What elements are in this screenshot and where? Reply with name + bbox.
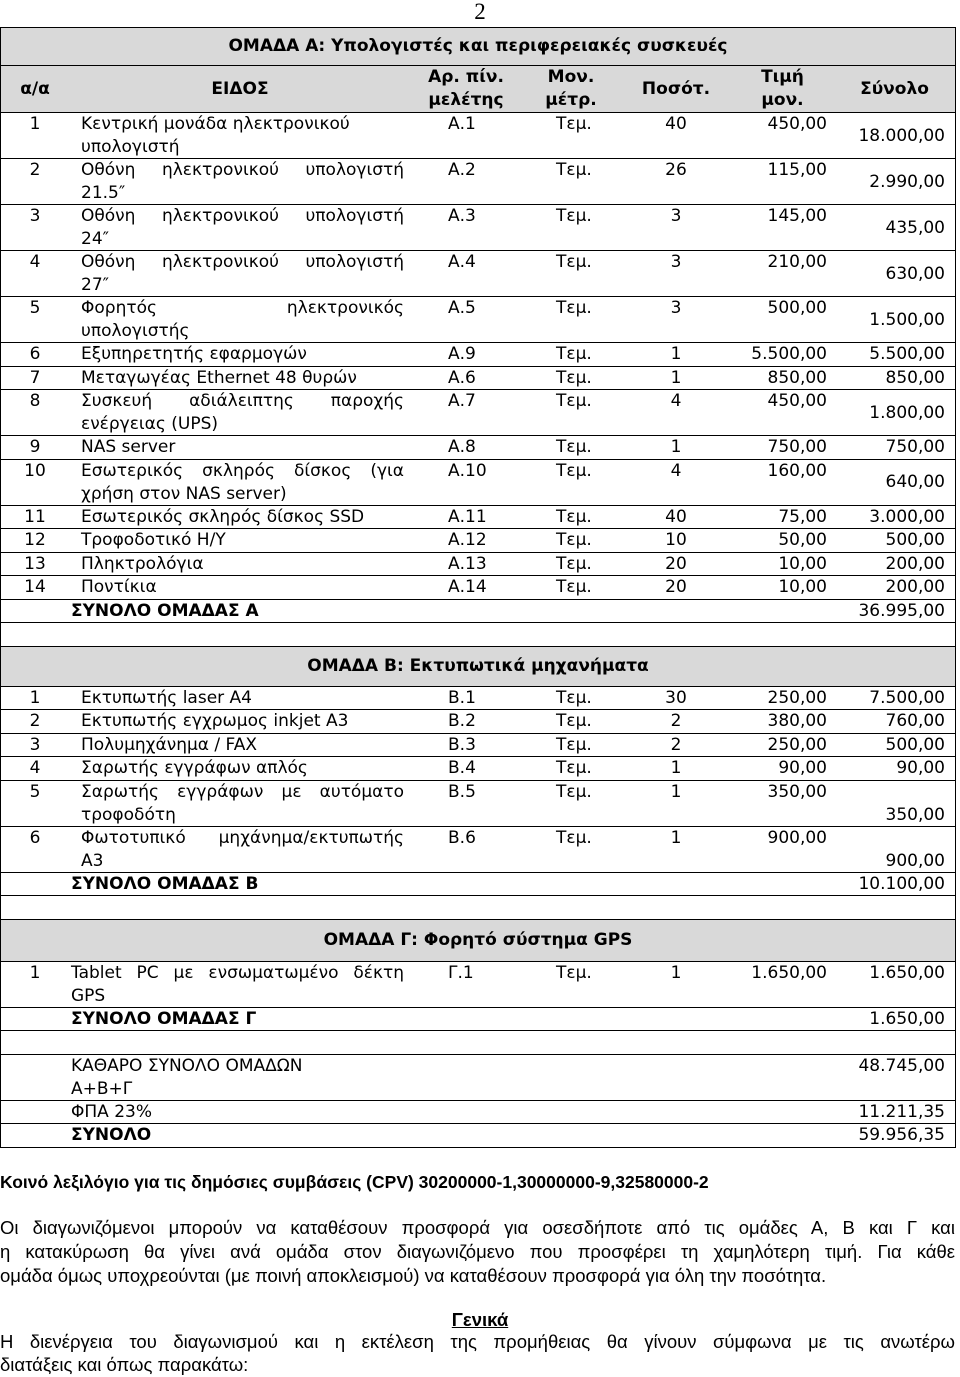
text-line: Σαρωτής εγγράφων απλός — [81, 758, 308, 778]
unit-price: 350,00 — [767, 781, 827, 802]
study-table-ref: Α.6 — [448, 367, 476, 388]
text-line: τροφοδότη — [81, 804, 176, 825]
item-number: 11 — [24, 506, 46, 527]
column-header-row — [1, 66, 955, 113]
group-title-row — [1, 28, 955, 66]
item-number: 8 — [29, 391, 41, 411]
text-line: Οθόνη ηλεκτρονικού υπολογιστή — [81, 206, 404, 226]
text-line: χρήση στον NAS server) — [81, 483, 287, 504]
item-description — [69, 460, 411, 506]
empty-cell — [411, 873, 521, 896]
unit-price: 115,00 — [767, 160, 827, 180]
item-description — [69, 734, 411, 757]
text-line: ΣΥΝΟΛΟ — [71, 1125, 152, 1145]
unit-of-measure: Τεμ. — [556, 827, 592, 848]
study-table-ref: Α.1 — [448, 114, 476, 134]
item-number: 13 — [24, 553, 46, 574]
table-row — [1, 962, 955, 1008]
item-number: 14 — [24, 577, 46, 597]
unit-of-measure: Τεμ. — [556, 687, 592, 708]
text-line: 21.5″ — [81, 183, 126, 203]
group-title: ΟΜΑΔΑ Α: Υπολογιστές και περιφερειακές συσκευές — [228, 36, 728, 56]
text-line: Κεντρική μονάδα ηλεκτρονικού — [81, 114, 350, 134]
empty-cell — [621, 1008, 731, 1031]
item-description — [69, 205, 411, 251]
line-total: 3.000,00 — [869, 506, 945, 527]
group-total-value: 1.650,00 — [869, 1008, 945, 1029]
unit-of-measure: Τεμ. — [556, 734, 592, 755]
unit-price: 380,00 — [767, 711, 827, 731]
study-table-ref: Α.7 — [448, 391, 476, 411]
unit-price: 1.650,00 — [751, 962, 827, 983]
empty-cell — [1, 600, 69, 623]
item-number: 12 — [24, 530, 46, 550]
unit-price: 450,00 — [767, 114, 827, 134]
group-title-row — [1, 920, 955, 962]
unit-price: 145,00 — [767, 206, 827, 226]
empty-cell — [731, 1055, 834, 1101]
text-line: Εσωτερικός σκληρός δίσκος SSD — [81, 506, 365, 527]
text-line: Σαρωτής εγγράφων με αυτόματο — [81, 781, 404, 802]
table-row — [1, 436, 955, 460]
line-total: 90,00 — [896, 758, 945, 778]
study-table-ref: Α.13 — [448, 553, 487, 574]
study-table-ref: Α.10 — [448, 460, 487, 481]
empty-cell — [411, 1055, 521, 1101]
line-total: 200,00 — [885, 553, 945, 574]
section-heading-general: Γενικά — [451, 1309, 509, 1330]
text-line: Η διενέργεια του διαγωνισμού και η εκτέλεση της προμήθειας θα γίνουν σύμφωνα με τις ανωτέρω — [0, 1331, 955, 1352]
line-total: 850,00 — [885, 367, 945, 388]
text-line: A3 — [81, 850, 104, 871]
item-description — [69, 113, 411, 159]
unit-of-measure: Τεμ. — [556, 367, 592, 388]
table-row — [1, 553, 955, 577]
empty-cell — [521, 1055, 621, 1101]
text-line: ΦΠΑ 23% — [71, 1101, 152, 1122]
item-description — [69, 390, 411, 436]
item-description — [69, 343, 411, 366]
study-table-ref: Α.9 — [448, 344, 476, 364]
item-description — [69, 781, 411, 827]
quantity: 1 — [670, 827, 682, 848]
unit-price: 250,00 — [767, 734, 827, 755]
line-total: 1.500,00 — [869, 309, 945, 330]
unit-price: 450,00 — [767, 391, 827, 411]
unit-of-measure: Τεμ. — [556, 160, 592, 180]
spacer-row — [1, 1031, 955, 1055]
line-total: 350,00 — [885, 804, 945, 825]
study-table-ref: Α.2 — [448, 160, 476, 180]
item-description — [69, 553, 411, 576]
item-description — [69, 297, 411, 343]
quantity: 20 — [665, 577, 687, 597]
text-line: Εκτυπωτής laser A4 — [81, 687, 252, 708]
unit-of-measure: Τεμ. — [556, 530, 592, 550]
quantity: 26 — [665, 160, 687, 180]
table-row — [1, 827, 955, 873]
unit-price: 50,00 — [778, 530, 827, 550]
summary-label — [69, 1124, 411, 1147]
quantity: 40 — [665, 114, 687, 134]
header-aa: α/α — [20, 78, 50, 99]
empty-cell — [411, 1101, 521, 1124]
unit-of-measure: Τεμ. — [556, 206, 592, 226]
quantity: 4 — [670, 391, 682, 411]
unit-price: 850,00 — [767, 367, 827, 388]
spacer-row — [1, 623, 955, 647]
unit-of-measure: Τεμ. — [556, 437, 592, 457]
table-row — [1, 343, 955, 367]
group-total-label: ΣΥΝΟΛΟ ΟΜΑΔΑΣ Α — [71, 600, 259, 621]
header-unit — [521, 66, 621, 112]
table-row — [1, 159, 955, 205]
quantity: 20 — [665, 553, 687, 574]
empty-cell — [1, 1124, 69, 1147]
unit-of-measure: Τεμ. — [556, 711, 592, 731]
table-row — [1, 506, 955, 530]
table-row — [1, 687, 955, 711]
text-line: μέτρ. — [545, 90, 597, 110]
procurement-table — [0, 27, 956, 1148]
unit-price: 10,00 — [778, 577, 827, 597]
study-table-ref: Β.4 — [448, 758, 476, 778]
empty-cell — [411, 1008, 521, 1031]
summary-value: 11.211,35 — [858, 1101, 945, 1122]
summary-label — [69, 1101, 411, 1124]
text-line: Μεταγωγέας Ethernet 48 θυρών — [81, 367, 357, 388]
text-line: Τροφοδοτικό Η/Υ — [81, 530, 226, 550]
group-title: ΟΜΑΔΑ Β: Εκτυπωτικά μηχανήματα — [307, 655, 649, 676]
unit-of-measure: Τεμ. — [556, 344, 592, 364]
item-description — [69, 687, 411, 710]
quantity: 1 — [670, 758, 682, 778]
table-row — [1, 781, 955, 827]
text-line: Οι διαγωνιζόμενοι μπορούν να καταθέσουν προσφορά για οσεσδήποτε από τις ομάδες Α, Β και Γ και — [0, 1217, 955, 1238]
unit-of-measure: Τεμ. — [556, 962, 592, 983]
quantity: 1 — [670, 781, 682, 802]
quantity: 2 — [670, 711, 682, 731]
empty-cell — [1, 1008, 69, 1031]
text-line: Α+Β+Γ — [71, 1078, 133, 1099]
table-row — [1, 113, 955, 159]
line-total: 2.990,00 — [869, 171, 945, 192]
unit-price: 75,00 — [778, 506, 827, 527]
table-row — [1, 460, 955, 506]
text-line: Εκτυπωτής εγχρωμος inkjet A3 — [81, 711, 349, 731]
text-line: 27″ — [81, 275, 109, 295]
unit-of-measure: Τεμ. — [556, 114, 592, 134]
text-line: Μον. — [547, 67, 595, 87]
unit-price: 10,00 — [778, 553, 827, 574]
table-row — [1, 297, 955, 343]
table-row — [1, 757, 955, 781]
unit-price: 750,00 — [767, 437, 827, 457]
table-row — [1, 367, 955, 391]
summary-value: 48.745,00 — [858, 1055, 945, 1076]
line-total: 640,00 — [885, 472, 945, 492]
study-table-ref: Α.5 — [448, 298, 476, 318]
empty-cell — [411, 1124, 521, 1147]
bidding-paragraph — [0, 1216, 955, 1288]
empty-cell — [621, 1055, 731, 1101]
table-row — [1, 529, 955, 553]
quantity: 3 — [670, 206, 682, 226]
item-description — [69, 757, 411, 780]
line-total: 5.500,00 — [869, 344, 945, 364]
quantity: 40 — [665, 506, 687, 527]
empty-cell — [621, 1101, 731, 1124]
group-total-value: 36.995,00 — [858, 600, 945, 621]
unit-of-measure: Τεμ. — [556, 781, 592, 802]
text-line: Πολυμηχάνημα / FAX — [81, 734, 258, 755]
empty-cell — [621, 873, 731, 896]
item-number: 2 — [29, 711, 41, 731]
table-row — [1, 734, 955, 758]
unit-of-measure: Τεμ. — [556, 391, 592, 411]
empty-cell — [521, 1101, 621, 1124]
line-total: 200,00 — [885, 577, 945, 597]
table-row — [1, 251, 955, 297]
empty-cell — [521, 1008, 621, 1031]
group-title: ΟΜΑΔΑ Γ: Φορητό σύστημα GPS — [323, 929, 633, 950]
empty-cell — [521, 873, 621, 896]
quantity: 2 — [670, 734, 682, 755]
text-line: 24″ — [81, 229, 109, 249]
line-total: 7.500,00 — [869, 687, 945, 708]
study-table-ref: Α.11 — [448, 506, 487, 527]
unit-of-measure: Τεμ. — [556, 298, 592, 318]
item-number: 1 — [29, 962, 41, 983]
group-total-row — [1, 600, 955, 624]
summary-label — [69, 1055, 411, 1101]
line-total: 1.650,00 — [869, 962, 945, 983]
general-paragraph — [0, 1330, 955, 1376]
unit-of-measure: Τεμ. — [556, 577, 592, 597]
text-line: μον. — [761, 90, 804, 110]
quantity: 1 — [670, 367, 682, 388]
study-table-ref: Α.12 — [448, 530, 487, 550]
line-total: 500,00 — [885, 530, 945, 550]
item-number: 5 — [29, 298, 41, 318]
header-total: Σύνολο — [860, 78, 929, 99]
study-table-ref: Β.6 — [448, 827, 476, 848]
unit-of-measure: Τεμ. — [556, 506, 592, 527]
item-number: 7 — [29, 367, 41, 388]
text-line: Τιμή — [761, 67, 804, 87]
study-table-ref: Α.14 — [448, 577, 487, 597]
cpv-codes: Κοινό λεξιλόγιο για τις δημόσιες συμβάσεις (CPV) 30200000-1,30000000-9,32580000-2 — [0, 1172, 709, 1192]
summary-row — [1, 1055, 955, 1101]
empty-cell — [1, 873, 69, 896]
item-number: 5 — [29, 781, 41, 802]
unit-of-measure: Τεμ. — [556, 553, 592, 574]
study-table-ref: Β.5 — [448, 781, 476, 802]
header-item: ΕΙΔΟΣ — [211, 78, 269, 99]
summary-value: 59.956,35 — [858, 1125, 945, 1145]
item-number: 4 — [29, 758, 41, 778]
quantity: 3 — [670, 298, 682, 318]
text-line: Ποντίκια — [81, 577, 157, 597]
quantity: 30 — [665, 687, 687, 708]
line-total: 435,00 — [885, 217, 945, 238]
line-total: 1.800,00 — [869, 402, 945, 423]
unit-price: 250,00 — [767, 687, 827, 708]
table-row — [1, 390, 955, 436]
empty-cell — [731, 600, 834, 623]
study-table-ref: Α.3 — [448, 206, 476, 226]
item-description — [69, 710, 411, 733]
table-row — [1, 576, 955, 600]
text-line: Πληκτρολόγια — [81, 553, 204, 574]
empty-cell — [731, 873, 834, 896]
group-total-label: ΣΥΝΟΛΟ ΟΜΑΔΑΣ Β — [71, 873, 259, 894]
item-description — [69, 367, 411, 390]
line-total: 630,00 — [885, 263, 945, 284]
study-table-ref: Α.4 — [448, 252, 476, 272]
text-line: υπολογιστής — [81, 321, 190, 341]
quantity: 1 — [670, 962, 682, 983]
item-description — [69, 436, 411, 459]
table-row — [1, 710, 955, 734]
empty-cell — [731, 1008, 834, 1031]
study-table-ref: Β.3 — [448, 734, 476, 755]
text-line: ΚΑΘΑΡΟ ΣΥΝΟΛΟ ΟΜΑΔΩΝ — [71, 1055, 303, 1076]
text-line: Εξυπηρετητής εφαρμογών — [81, 344, 307, 364]
page-number: 2 — [474, 0, 486, 24]
header-study-table — [411, 66, 521, 112]
text-line: μελέτης — [428, 90, 504, 110]
empty-cell — [1, 1055, 69, 1101]
item-description — [69, 827, 411, 873]
line-total: 760,00 — [885, 711, 945, 731]
item-description — [69, 576, 411, 599]
header-quantity: Ποσότ. — [641, 78, 711, 99]
text-line: Οθόνη ηλεκτρονικού υπολογιστή — [81, 160, 404, 180]
item-description — [69, 251, 411, 297]
item-number: 6 — [29, 344, 41, 364]
header-unit-price — [731, 66, 834, 112]
unit-price: 500,00 — [767, 298, 827, 318]
quantity: 4 — [670, 460, 682, 481]
study-table-ref: Β.2 — [448, 711, 476, 731]
text-line: Εσωτερικός σκληρός δίσκος (για — [81, 460, 404, 481]
item-description — [69, 506, 411, 529]
empty-cell — [411, 600, 521, 623]
item-number: 4 — [29, 252, 41, 272]
line-total: 500,00 — [885, 734, 945, 755]
text-line: Φορητός ηλεκτρονικός — [81, 298, 404, 318]
item-number: 9 — [29, 437, 41, 457]
item-number: 1 — [29, 114, 41, 134]
empty-cell — [521, 600, 621, 623]
text-line: ενέργειας (UPS) — [81, 414, 219, 434]
study-table-ref: Β.1 — [448, 687, 476, 708]
unit-of-measure: Τεμ. — [556, 252, 592, 272]
quantity: 3 — [670, 252, 682, 272]
empty-cell — [621, 1124, 731, 1147]
study-table-ref: Γ.1 — [448, 962, 474, 983]
unit-price: 210,00 — [767, 252, 827, 272]
text-line: Αρ. πίν. — [428, 67, 504, 87]
group-total-row — [1, 873, 955, 897]
group-total-value: 10.100,00 — [858, 873, 945, 894]
group-title-row — [1, 647, 955, 687]
unit-price: 90,00 — [778, 758, 827, 778]
item-description — [69, 962, 411, 1008]
item-number: 1 — [29, 687, 41, 708]
empty-cell — [521, 1124, 621, 1147]
group-total-label: ΣΥΝΟΛΟ ΟΜΑΔΑΣ Γ — [71, 1008, 257, 1029]
text-line: Οθόνη ηλεκτρονικού υπολογιστή — [81, 252, 404, 272]
text-line: NAS server — [81, 437, 176, 457]
item-number: 3 — [29, 734, 41, 755]
unit-price: 5.500,00 — [751, 344, 827, 364]
unit-price: 160,00 — [767, 460, 827, 481]
quantity: 10 — [665, 530, 687, 550]
text-line: Tablet PC με ενσωματωμένο δέκτη — [71, 962, 404, 983]
text-line: διατάξεις και όπως παρακάτω: — [0, 1354, 249, 1375]
text-line: η κατακύρωση θα γίνει ανά ομάδα στον διαγωνιζόμενο που προσφέρει τη χαμηλότερη τιμή. Για κάθε — [0, 1241, 955, 1262]
item-number: 6 — [29, 827, 41, 848]
summary-row — [1, 1101, 955, 1125]
unit-of-measure: Τεμ. — [556, 460, 592, 481]
unit-of-measure: Τεμ. — [556, 758, 592, 778]
text-line: Συσκευή αδιάλειπτης παροχής — [81, 391, 404, 411]
quantity: 1 — [670, 344, 682, 364]
line-total: 18.000,00 — [858, 125, 945, 146]
empty-cell — [621, 600, 731, 623]
empty-cell — [1, 1101, 69, 1124]
spacer-row — [1, 896, 955, 920]
item-description — [69, 159, 411, 205]
study-table-ref: Α.8 — [448, 437, 476, 457]
item-description — [69, 529, 411, 552]
text-line: υπολογιστή — [81, 137, 180, 157]
item-number: 3 — [29, 206, 41, 226]
summary-row — [1, 1124, 955, 1148]
line-total: 750,00 — [885, 437, 945, 457]
item-number: 2 — [29, 160, 41, 180]
table-row — [1, 205, 955, 251]
empty-cell — [731, 1124, 834, 1147]
item-number: 10 — [24, 460, 46, 481]
unit-price: 900,00 — [767, 827, 827, 848]
text-line: GPS — [71, 985, 106, 1006]
line-total: 900,00 — [885, 850, 945, 871]
empty-cell — [731, 1101, 834, 1124]
group-total-row — [1, 1008, 955, 1032]
quantity: 1 — [670, 437, 682, 457]
text-line: Φωτοτυπικό μηχάνημα/εκτυπωτής — [81, 827, 404, 848]
text-line: ομάδα όμως υποχρεούνται (με ποινή αποκλεισμού) να καταθέσουν προσφορά για όλη την ποσότητα. — [0, 1265, 827, 1286]
